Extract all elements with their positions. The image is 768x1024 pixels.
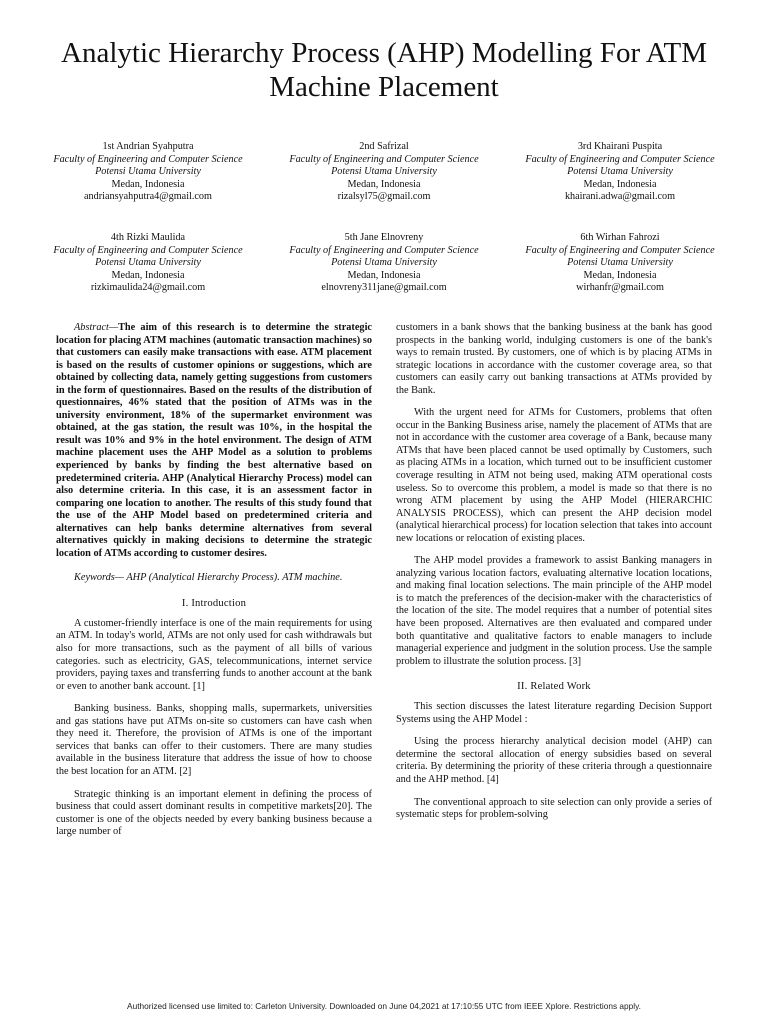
author-email: rizalsyl75@gmail.com — [337, 191, 431, 202]
author-block — [48, 141, 248, 204]
author-university: Potensi Utama University — [95, 257, 201, 268]
paragraph: Strategic thinking is an important element in defining the process of business that could assert dominant results in competitive markets[20]. The customer is one of the objects needed by every banking business because a large number of — [56, 788, 372, 838]
author-city: Medan, Indonesia — [111, 269, 185, 281]
author-dept: Faculty of Engineering and Computer Science — [53, 153, 243, 165]
author-email: wirhanfr@gmail.com — [576, 282, 664, 293]
author-row-1 — [48, 141, 720, 204]
author-dept: Faculty of Engineering and Computer Science — [53, 244, 243, 256]
author-email: andriansyahputra4@gmail.com — [84, 191, 212, 202]
author-dept: Faculty of Engineering and Computer Science — [289, 153, 479, 165]
author-name: 2nd Safrizal — [359, 141, 409, 152]
section-heading-introduction: I. Introduction — [181, 597, 247, 609]
paragraph: Using the process hierarchy analytical decision model (AHP) can determine the sectoral allocation of energy subsidies based on several criteria. By determining the priority of these criteria through a questionnaire and the AHP method. [4] — [396, 736, 712, 785]
author-university: Potensi Utama University — [567, 257, 673, 268]
paragraph: Banking business. Banks, shopping malls, supermarkets, universities and gas stations have put ATMs on-site so customers can have cash when they need it. Therefore, the provision of ATMs is one of the important services that banks can offer to their customers. There are many studies available in the business literature that address the issue of how to choose the best location for an ATM. [2] — [56, 703, 372, 777]
author-block — [284, 232, 484, 295]
author-university: Potensi Utama University — [331, 166, 437, 177]
paragraph: customers in a bank shows that the banking business at the bank has good prospects in the banking world, indulging customers is one of the bank's ways to remain trusted. By customers, one of which is by placing ATMs in strategic locations in accordance with the customer coverage area, so that customers can easily carry out banking transactions at ATMs provided by the Bank. — [396, 322, 712, 396]
author-row-2 — [48, 232, 720, 295]
author-city: Medan, Indonesia — [347, 269, 421, 281]
paragraph: With the urgent need for ATMs for Customers, problems that often occur in the Banking Business arise, namely the placement of ATMs that are not in accordance with the customer area coverage of a Bank, because many ATMs that have been placed cannot be used optimally by Customers, such as placing ATMs in a location, which turned out to be insufficient customer coverage resulting in ATM not being used, making ATM operational costs useless. So to overcome this problem, a model is made so that there is no wrong ATM placement by using the AHP Model (HIERARCHIC ANALYSIS PROCESS), which can present the AHP decision model (analytical hierarchical process) for location selection that takes into account new locations or relocation of existing places. — [396, 407, 712, 544]
author-block — [284, 141, 484, 204]
author-university: Potensi Utama University — [567, 166, 673, 177]
author-name: 5th Jane Elnovreny — [344, 232, 424, 243]
abstract-lead: Abstract— — [74, 322, 119, 333]
author-email: rizkimaulida24@gmail.com — [90, 282, 206, 293]
author-name: 1st Andrian Syahputra — [102, 141, 194, 152]
paragraph: This section discusses the latest literature regarding Decision Support Systems using the AHP Model : — [396, 701, 712, 725]
author-name: 4th Rizki Maulida — [110, 232, 186, 243]
abstract-text: The aim of this research is to determine the strategic location for placing ATM machines (automatic transaction machines) so that customers can easily make transactions with ease. ATM placement is based on the results of customer opinions or suggestions, which are obtained by collecting data, namely getting suggestions from customers in the form of questionnaires. Based on the results of the distribution of questionnaires, 46% stated that the position of ATMs was in the university environment, 18% of the supermarket environment was obtained, at the gas station, the result was 10%, in the hospital the result was 10% and 9% in the hotel environment. The design of ATM machine placement uses the AHP Model as a solution to problems experienced by banks by finding the best alternative based on predetermined criteria. AHP (Analytical Hierarchy Process) model can also determine criteria. In this case, it is an assessment factor in comparing one location to another. The results of this study found that the use of the AHP Model based on predetermined criteria and alternatives can help banks determine alternatives from several alternatives quickly in making decisions to determine the strategic location of ATMs according to customer desires. — [56, 322, 372, 559]
keywords: Keywords— AHP (Analytical Hierarchy Process). ATM machine. — [74, 572, 343, 584]
right-column — [396, 322, 712, 822]
author-dept: Faculty of Engineering and Computer Science — [525, 153, 715, 165]
paper-title: Analytic Hierarchy Process (AHP) Modelling For ATM Machine Placement — [61, 37, 707, 103]
license-footer: Authorized licensed use limited to: Carleton University. Downloaded on June 04,2021 at 17:10:55 UTC from IEEE Xplore. Restrictions apply. — [127, 1001, 641, 1011]
paragraph: A customer-friendly interface is one of the main requirements for using an ATM. In today's world, ATMs are not only used for cash withdrawals but also for more transactions, such as the payment of all bills of various categories. such as electricity, GAS, telecommunications, internet service providers, paying taxes and transferring funds to another account at the bank or even to another bank account. [1] — [56, 617, 372, 692]
author-city: Medan, Indonesia — [583, 178, 657, 190]
author-university: Potensi Utama University — [331, 257, 437, 268]
author-block — [48, 232, 248, 295]
author-city: Medan, Indonesia — [583, 269, 657, 281]
paragraph: The conventional approach to site selection can only provide a series of systematic steps for problem-solving — [396, 796, 712, 821]
author-city: Medan, Indonesia — [111, 178, 185, 190]
abstract — [56, 322, 372, 560]
author-email: khairani.adwa@gmail.com — [564, 191, 676, 202]
author-block — [520, 232, 720, 295]
author-name: 3rd Khairani Puspita — [577, 141, 663, 152]
author-city: Medan, Indonesia — [347, 178, 421, 190]
section-heading-related-work: II. Related Work — [517, 681, 591, 693]
author-block — [520, 141, 720, 204]
author-dept: Faculty of Engineering and Computer Science — [289, 244, 479, 256]
author-name: 6th Wirhan Fahrozi — [580, 232, 660, 243]
author-university: Potensi Utama University — [95, 166, 201, 177]
author-dept: Faculty of Engineering and Computer Science — [525, 244, 715, 256]
author-email: elnovreny311jane@gmail.com — [321, 282, 447, 293]
paragraph: The AHP model provides a framework to assist Banking managers in analyzing various location factors, evaluating alternative location locations, and making final location selections. The main principle of the AHP model is to match the preferences of the decision-maker with the characteristics of the location of the site. The model requires that a number of potential sites have been proposed. Alternatives are then evaluated and compared under both quantitative and qualitative factors to enable managers to include managerial experience and judgment in the solution process. Use the sample problem to illustrate the solution process. [3] — [396, 555, 712, 667]
left-column — [56, 322, 372, 839]
